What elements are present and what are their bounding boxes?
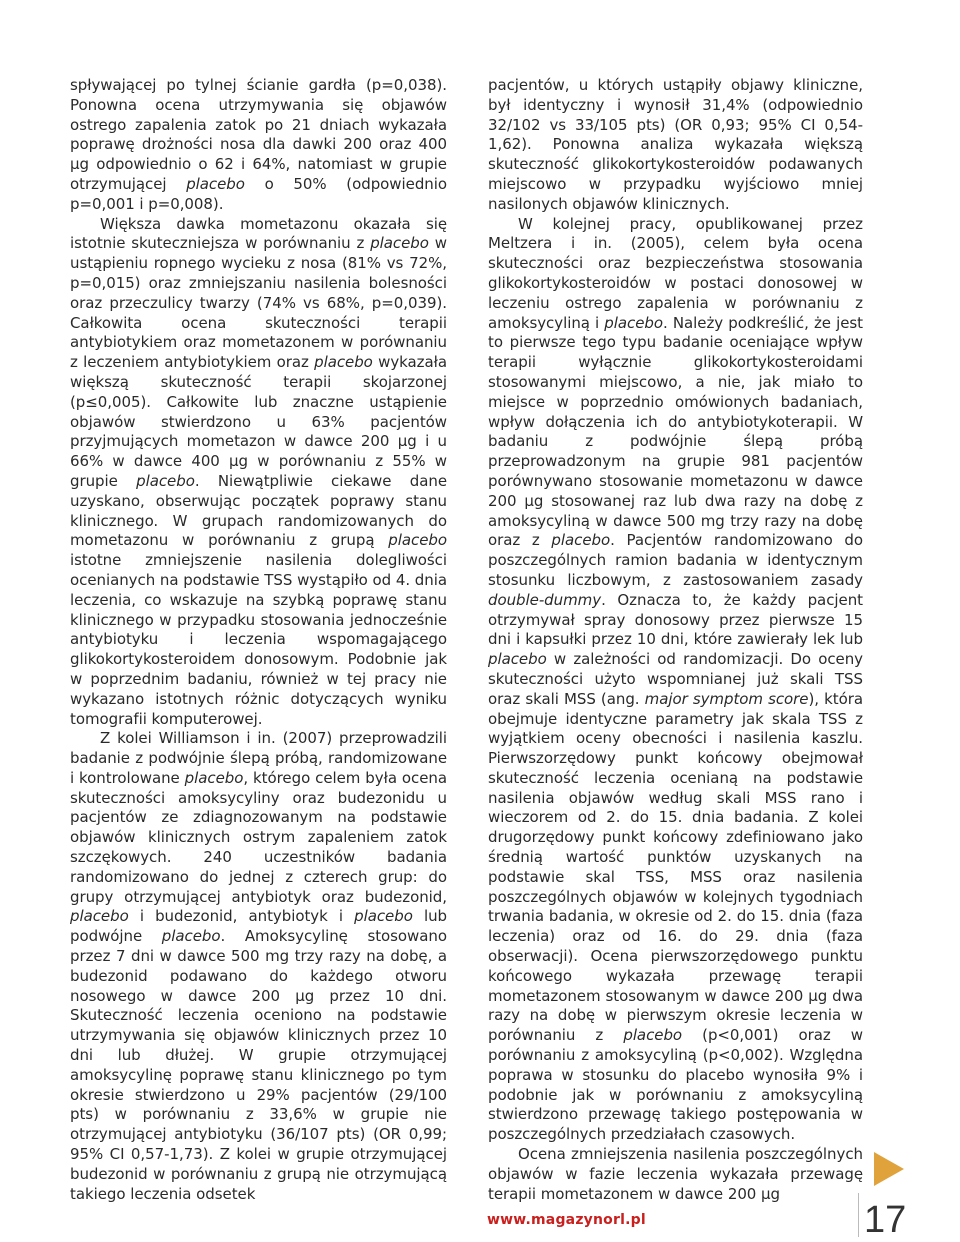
paragraph: pacjentów, u których ustąpiły objawy kliniczne, był identyczny i wynosił 31,4% (odpowiednio 32/102 vs 33/105 pts) (OR 0,93; 95% CI 0,54-1,62). Ponowna analiza wykazała większą skuteczność glikokortykosteroidów podawanych miejscowo w przypadku wyjściowo mniej nasilonych objawów klinicznych. [488,76,863,213]
next-page-arrow-icon [874,1152,904,1186]
italic-term: placebo [70,907,129,926]
italic-term: placebo [488,650,547,669]
italic-term: double-dummy [488,590,602,609]
italic-term: placebo [370,234,429,253]
page-number: 17 [864,1199,907,1241]
italic-term: placebo [551,531,611,550]
right-column [488,76,863,1204]
italic-term: placebo [186,174,245,193]
italic-term: placebo [604,313,664,332]
italic-term: placebo [136,471,195,490]
paragraph: Z kolei Williamson i in. (2007) przeprowadzili badanie z podwójnie ślepą próbą, randomizowane i kontrolowane placebo, którego celem była ocena skuteczności amoksycyliny oraz budezonidu u pacjentów ze zdiagnozowanym na podstawie objawów klinicznych ostrym zapaleniem zatok szczękowych. 240 uczestników badania randomizowano do jednej z czterech grup: do grupy otrzymującej antybiotyk oraz budezonid, placebo i budezonid, antybiotyk i placebo lub podwójne placebo. Amoksycylinę stosowano przez 7 dni w dawce 500 mg trzy razy na dobę, a budezonid podawano do każdego otworu nosowego w dawce 200 µg przez 10 dni. Skuteczność leczenia oceniono na podstawie utrzymywania się objawów klinicznych przez 10 dni lub dłużej. W grupie otrzymującej amoksycylinę poprawę stanu klinicznego po tym okresie stwierdzono u 29% pacjentów (29/100 pts) w porównaniu z 33,6% w grupie nie otrzymującej antybiotyku (36/107 pts) (OR 0,99; 95% CI 0,57-1,73). Z kolei w grupie otrzymującej budezonid w porównaniu z grupą nie otrzymującą takiego leczenia odsetek [70,729,448,1203]
paragraph: W kolejnej pracy, opublikowanej przez Meltzera i in. (2005), celem była ocena skuteczności oraz bezpieczeństwa stosowania glikokortykosteroidów w postaci donosowej w leczeniu ostrego zapalenia w porównaniu z amoksycyliną i placebo. Należy podkreślić, że jest to pierwsze tego typu badanie oceniające wpływ terapii wyłącznie glikokortykosteroidami stosowanymi miejscowo, a nie, jak miało to miejsce w poprzednio omówionych badaniach, wpływ dołączenia ich do antybiotykoterapii. W badaniu z podwójnie ślepą próbą przeprowadzonym na grupie 981 pacjentów porównywano stosowanie mometazonu w dawce 200 µg stosowanej raz lub dwa razy na dobę z amoksycyliną w dawce 500 mg trzy razy na dobę oraz z placebo. Pacjentów randomizowano do poszczególnych ramion badania w identycznym stosunku liczbowym, z zastosowaniem zasady double-dummy. Oznacza to, że każdy pacjent otrzymywał spray donosowy przez pierwsze 15 dni i kapsułki przez 10 dni, które zawierały lek lub placebo w zależności od randomizacji. Do oceny skuteczności użyto wspomnianej już skali TSS oraz skali MSS (ang. major symptom score), która obejmuje identyczne parametry jak skala TSS z wyjątkiem oceny obecności i nasilenia kaszlu. Pierwszorzędowy punkt końcowy obejmował skuteczność leczenia ocenianą na podstawie nasilenia objawów według skali MSS rano i wieczorem od 2. do 15. dnia badania. Z kolei drugorzędowy punkt końcowy zdefiniowano jako średnią wartość punktów uzyskanych na podstawie skal TSS, MSS oraz nasilenia poszczególnych objawów w kolejnych tygodniach trwania badania, w okresie od 2. do 15. dnia (faza leczenia) oraz od 16. do 29. dnia (faza obserwacji). Ocena pierwszorzędowego punktu końcowego wykazała przewagę terapii mometazonem stosowanym w dawce 200 µg dwa razy na dobę w pierwszym okresie leczenia w porównaniu z placebo (p<0,001) oraz w porównaniu z amoksycyliną (p<0,002). Względna poprawa w stosunku do placebo wynosiła 9% i podobnie jak w porównaniu z amoksycyliną stwierdzono przewagę takiego postępowania w poszczególnych przedziałach czasowych. [488,214,863,1144]
italic-term: placebo [354,907,413,926]
paragraph: Ocena zmniejszenia nasilenia poszczególnych objawów w fazie leczenia wykazała przewagę terapii mometazonem w dawce 200 µg [488,1145,863,1203]
italic-term: placebo [161,927,221,946]
italic-term: placebo [184,768,244,787]
footer-website-url[interactable]: www.magazynorl.pl [487,1212,646,1228]
italic-term: placebo [388,531,447,550]
paragraph: spływającej po tylnej ścianie gardła (p=0,038). Ponowna ocena utrzymywania się objawów ostrego zapalenia zatok po 21 dniach wykazała poprawę drożności nosa dla dawki 200 oraz 400 µg odpowiednio o 62 i 64%, natomiast w grupie otrzymującej placebo o 50% (odpowiednio p=0,001 i p=0,008). [70,76,447,213]
italic-term: placebo [623,1026,683,1045]
paragraph: Większa dawka mometazonu okazała się istotnie skuteczniejsza w porównaniu z placebo w ustąpieniu ropnego wycieku z nosa (81% vs 72%, p=0,015) oraz zmniejszaniu nasilenia bolesności oraz przeczulicy twarzy (74% vs 68%, p=0,039). Całkowita ocena skuteczności terapii antybiotykiem oraz mometazonem w porównaniu z leczeniem antybiotykiem oraz placebo wykazała większą skuteczność terapii skojarzonej (p≤0,005). Całkowite lub znaczne ustąpienie objawów stwierdzono u 63% pacjentów przyjmujących mometazon w dawce 200 µg i u 66% w dawce 400 µg w porównaniu z 55% w grupie placebo. Niewątpliwie ciekawe dane uzyskano, obserwując początek poprawy stanu klinicznego. W grupach randomizowanych do mometazonu w porównaniu z grupą placebo istotne zmniejszenie nasilenia dolegliwości ocenianych na podstawie TSS wystąpiło od 4. dnia leczenia, co wskazuje na szybką poprawę stanu klinicznego w przypadku stosowania jednocześnie antybiotyku i leczenia wspomagającego glikokortykosteroidem donosowym. Podobnie jak w poprzednim badaniu, również w tej pracy nie wykazano istotnych różnic dotyczących wyniku tomografii komputerowej. [70,214,448,728]
italic-term: placebo [314,353,373,372]
page-number-divider [858,1193,859,1237]
italic-term: major symptom score [644,689,809,708]
left-column [70,76,447,1204]
